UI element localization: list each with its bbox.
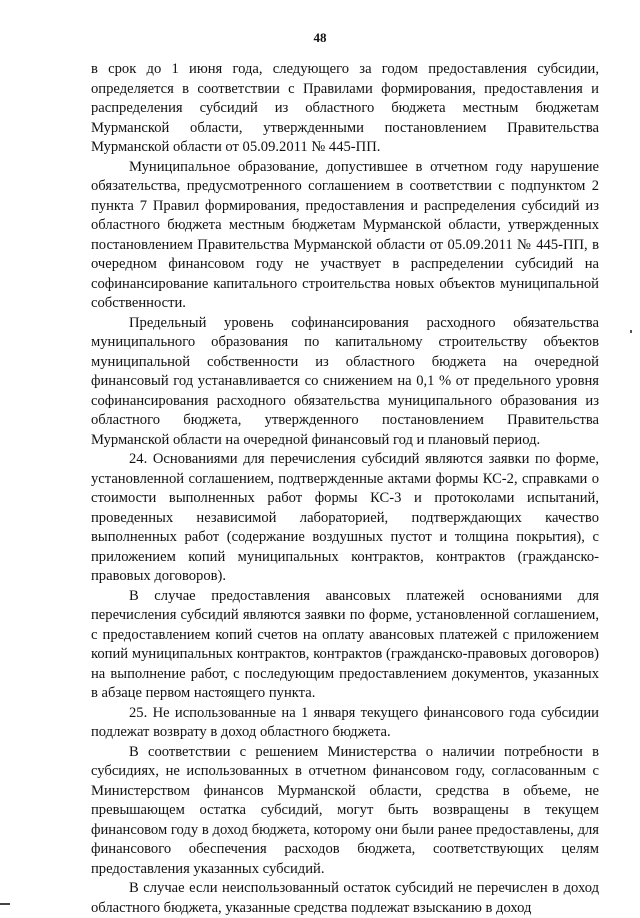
paragraph-item-24: 24. Основаниями для перечисления субсидий являются заявки по форме, установленной соглашением, подтвержденные актами формы КС-2, справками о стоимости выполненных работ формы КС-3 и протоколами испытаний, проведенных независимой лабораторией, подтверждающих качество выполненных работ (содержание воздушных пустот и толщина покрытия), с приложением копий муниципальных контрактов, контрактов (гражданско-правовых договоров). — [91, 451, 599, 584]
scan-speck — [630, 330, 632, 333]
page-number: 48 — [313, 30, 327, 45]
paragraph-unused-balance: В случае если неиспользованный остаток субсидий не перечислен в доход областного бюджета, указанные средства подлежат взысканию в доход — [91, 880, 599, 916]
paragraph-continuation: в срок до 1 июня года, следующего за годом предоставления субсидии, определяется в соответствии с Правилами формирования, предоставления и распределения субсидий из областного бюджета местным бюджетам Мурманской области, утвержденными постановлением Правительства Мурманской области от 05.09.2011 № 445-ПП. — [91, 61, 599, 155]
paragraph-item-25: 25. Не использованные на 1 января текущего финансового года субсидии подлежат возврату в доход областного бюджета. — [91, 704, 599, 740]
paragraph-advance-payments: В случае предоставления авансовых платежей основаниями для перечисления субсидий являются заявки по форме, установленной соглашением, с предоставлением копий счетов на оплату авансовых платежей с приложением копий муниципальных контрактов, контрактов (гражданско-правовых договоров) на выполнение работ, с последующим предоставлением документов, указанных в абзаце первом настоящего пункта. — [91, 587, 599, 701]
paragraph-cofinancing-limit: Предельный уровень софинансирования расходного обязательства муниципального образования по капитальному строительству объектов муниципальной собственности из областного бюджета на очередной финансовый год устанавливается со снижением на 0,1 % от предельного уровня софинансирования расходного обязательства муниципального образования из областного бюджета, утвержденного постановлением Правительства Мурманской области на очередной финансовый год и плановый период. — [91, 314, 599, 448]
document-body — [91, 60, 599, 918]
paragraph-municipal-violation: Муниципальное образование, допустившее в отчетном году нарушение обязательства, предусмотренного соглашением в соответствии с подпунктом 2 пункта 7 Правил формирования, предоставления и распределения субсидий из областного бюджета местным бюджетам Мурманской области, утвержденных постановлением Правительства Мурманской области от 05.09.2011 № 445-ПП, в очередном финансовом году не участвует в распределении субсидий на софинансирование капитального строительства новых объектов муниципальной собственности. — [91, 158, 599, 311]
paragraph-ministry-decision: В соответствии с решением Министерства о наличии потребности в субсидиях, не использованных в отчетном финансовом году, согласованным с Министерством финансов Мурманской области, средства в объеме, не превышающем остатка субсидий, могут быть возвращены в текущем финансовом году в доход бюджета, которому они были ранее предоставлены, для финансового обеспечения расходов бюджета, соответствующих целям предоставления указанных субсидий. — [91, 743, 599, 877]
